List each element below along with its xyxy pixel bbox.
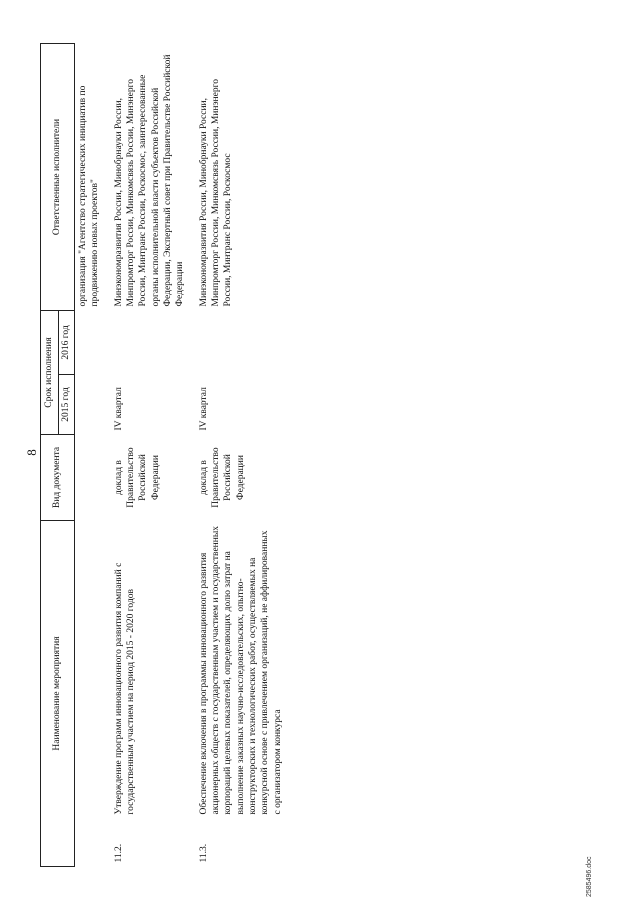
responsible: Минэкономразвития России, Минобрнауки России, Минпромторг России, Минкомсвязь России, Минэнерго России, Минтранс России, Роскосмос: [198, 78, 234, 307]
doc-type: доклад в Правительство Российской Федерации: [198, 447, 246, 508]
deadline-2015: [75, 375, 103, 435]
deadline-2016: [103, 310, 188, 374]
header-name: Наименование мероприятия: [41, 521, 75, 867]
measure-name: [75, 521, 103, 819]
deadline-2015: IV квартал: [113, 387, 124, 431]
table-row: [75, 43, 103, 866]
row-number: 11.3.: [198, 843, 209, 863]
header-deadline: Срок исполнения: [41, 310, 59, 434]
doc-type: доклад в Правительство Российской Федерации: [113, 447, 161, 508]
table-row: [188, 43, 285, 866]
row-number: [75, 819, 103, 867]
file-id: 2585496.doc: [586, 856, 593, 897]
deadline-2016: [75, 310, 103, 374]
table-row: [103, 43, 188, 866]
deadline-2016: [188, 310, 285, 374]
page-number: 8: [24, 449, 39, 456]
row-number: 11.2.: [113, 843, 124, 863]
doc-type: [75, 435, 103, 521]
measures-table: [40, 43, 285, 867]
header-doc-type: Вид документа: [41, 435, 75, 521]
header-year-2016: 2016 год: [59, 310, 75, 374]
header-responsible: Ответственные исполнители: [41, 43, 75, 310]
header-year-2015: 2015 год: [59, 375, 75, 435]
responsible: Минэкономразвития России, Минобрнауки России, Минпромторг России, Минкомсвязь России, Минэнерго России, Минтранс России, Роскосмос, заинтересованные органы исполнительной власти субъектов Российской Федерации, Экспертный совет при Правительстве Российской Федерации: [113, 54, 186, 307]
deadline-2015: IV квартал: [198, 387, 209, 431]
measure-name: Обеспечение включения в программы инновационного развития акционерных обществ с государственным участием и государственных корпораций целевых показателей, определяющих долю затрат на выполнение заказных научно-исследовательских, опытно-конструкторских и технологических работ, осуществляемых на конкурсной основе с привлечением организаций, не аффилированных с организатором конкурса: [198, 526, 283, 815]
measure-name: Утверждение программ инновационного развития компаний с государственным участием на период 2015 - 2020 годов: [113, 562, 137, 815]
responsible: организация "Агентство стратегических инициатив по продвижению новых проектов": [78, 85, 101, 307]
